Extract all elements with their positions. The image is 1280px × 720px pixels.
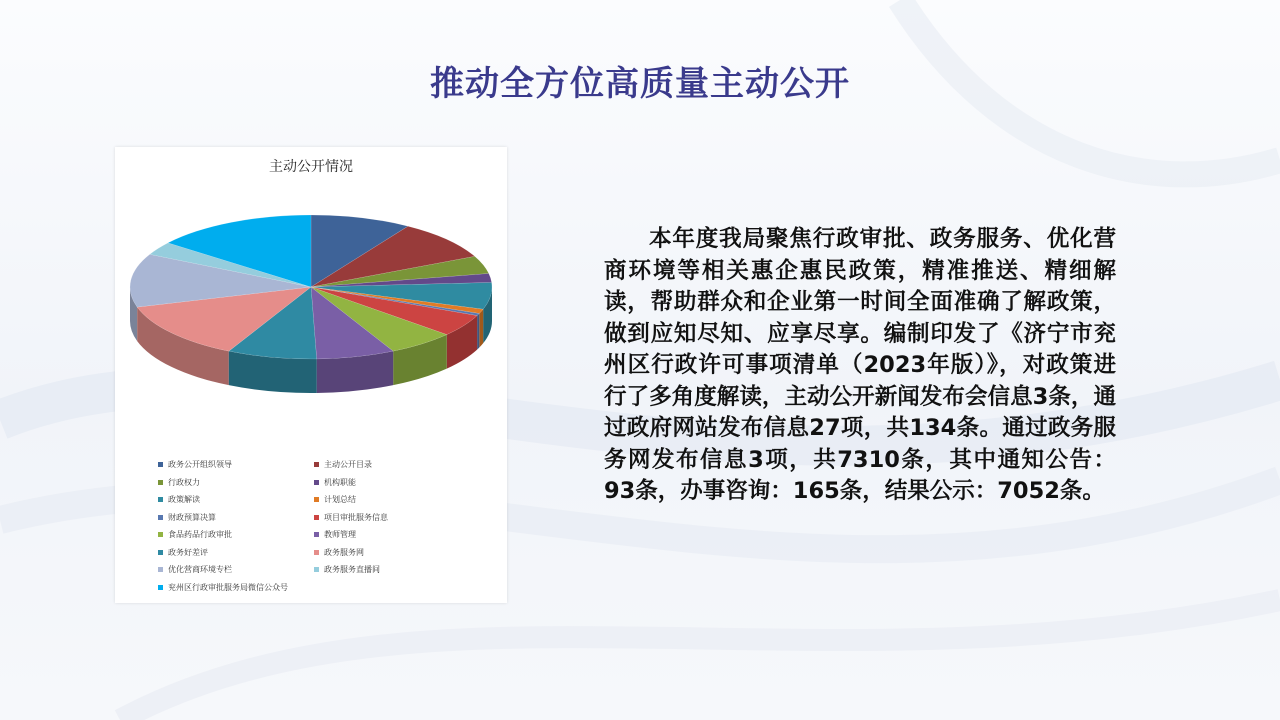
legend-label: 兖州区行政审批服务局微信公众号 (168, 582, 288, 592)
legend-label: 优化营商环境专栏 (168, 565, 232, 574)
legend-swatch (314, 567, 319, 572)
legend-item (314, 512, 388, 523)
legend-swatch (158, 515, 163, 520)
legend-swatch (314, 497, 319, 502)
pie-plot-area (115, 147, 507, 447)
legend-label: 政务服务网 (324, 547, 364, 557)
legend-label: 项目审批服务信息 (324, 512, 388, 522)
legend-item (158, 477, 200, 488)
legend-swatch (158, 532, 163, 537)
legend-item (158, 547, 208, 558)
legend-item (158, 582, 288, 593)
legend-label: 政务服务直播间 (324, 565, 380, 574)
legend-label: 机构职能 (324, 477, 356, 487)
legend-item (314, 477, 356, 488)
legend-item (314, 547, 364, 558)
legend-swatch (158, 585, 163, 590)
legend-label: 政务好差评 (168, 547, 208, 557)
legend-swatch (314, 480, 319, 485)
legend-swatch (158, 480, 163, 485)
legend-label: 教师管理 (324, 530, 356, 539)
pie-slice-side-6 (479, 309, 483, 347)
chart-title: 主动公开情况 (269, 159, 353, 175)
legend-item (314, 529, 356, 540)
legend-item (158, 494, 200, 505)
legend-label: 政务公开组织领导 (168, 460, 232, 469)
legend-swatch (158, 550, 163, 555)
legend-item (158, 459, 232, 470)
legend-swatch (158, 567, 163, 572)
legend-item (158, 564, 232, 575)
legend-swatch (314, 532, 319, 537)
legend-item (314, 564, 380, 575)
pie-slice-side-7 (477, 314, 479, 350)
legend-label: 主动公开目录 (324, 460, 372, 469)
legend-swatch (314, 462, 319, 467)
pie-chart (115, 147, 507, 603)
legend-swatch (158, 497, 163, 502)
legend-item (158, 512, 216, 523)
legend-item (314, 494, 356, 505)
legend-item (158, 529, 232, 540)
legend-label: 计划总结 (324, 495, 356, 504)
legend-item (314, 459, 372, 470)
slide-title: 推动全方位高质量主动公开 (430, 64, 850, 104)
legend-swatch (314, 515, 319, 520)
legend-label: 财政预算决算 (168, 512, 216, 522)
legend-label: 政策解读 (168, 495, 200, 504)
legend-swatch (158, 462, 163, 467)
legend-label: 行政权力 (168, 477, 200, 487)
legend-swatch (314, 550, 319, 555)
body-paragraph: 本年度我局聚焦行政审批、政务服务、优化营商环境等相关惠企惠民政策，精准推送、精细解读，帮助群众和企业第一时间全面准确了解政策，做到应知尽知、应享尽享。编制印发了《济宁市兖州区行政许可事项清单（2023年版）》，对政策进行了多角度解读，主动公开新闻发布会信息3条，通过政府网站发布信息27项，共134条。通过政务服务网发布信息3项，共7310条，其中通知公告：93条，办事咨询：165条，结果公示：7052条。 (604, 226, 1116, 504)
legend-label: 食品药品行政审批 (168, 530, 232, 539)
